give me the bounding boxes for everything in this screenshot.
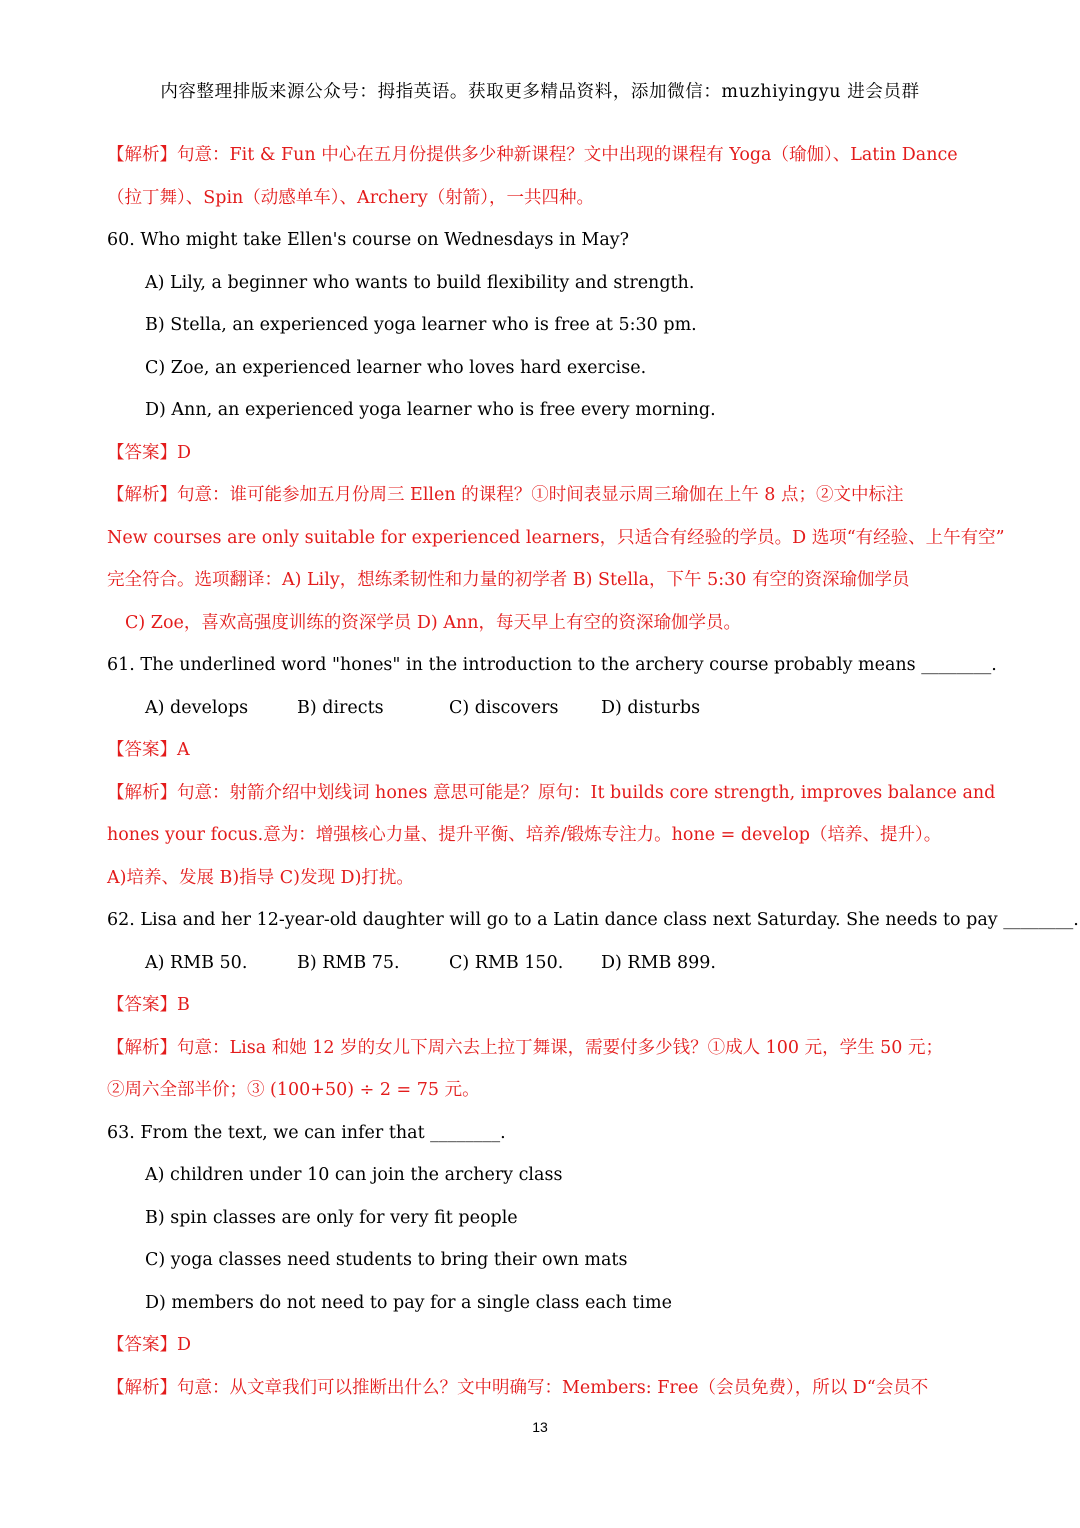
options-row-62 xyxy=(107,942,977,985)
option-c: C) RMB 150. xyxy=(449,952,564,973)
option-a: A) Lily, a beginner who wants to build flexibility and strength. xyxy=(145,272,695,293)
analysis-line: （拉丁舞）、Spin（动感单车）、Archery（射箭），一共四种。 xyxy=(107,187,594,208)
question-60: 60. Who might take Ellen's course on Wednesdays in May? xyxy=(107,230,630,250)
analysis-line: C) Zoe，喜欢高强度训练的资深学员 D) Ann，每天早上有空的资深瑜伽学员。 xyxy=(125,612,741,633)
option-b: B) directs xyxy=(297,697,384,718)
analysis-line: A)培养、发展 B)指导 C)发现 D)打扰。 xyxy=(107,867,414,888)
analysis-line: 【解析】句意：射箭介绍中划线词 hones 意思可能是？原句：It builds core strength, improves balance and xyxy=(107,782,996,803)
option-d: D) disturbs xyxy=(601,697,701,718)
analysis-line: 【解析】句意：谁可能参加五月份周三 Ellen 的课程？①时间表显示周三瑜伽在上午 8 点；②文中标注 xyxy=(107,485,904,505)
option-d: D) Ann, an experienced yoga learner who is free every morning. xyxy=(145,400,716,420)
question-61: 61. The underlined word "hones" in the introduction to the archery course probably means ________. xyxy=(107,655,997,675)
analysis-line: ②周六全部半价；③ (100+50) ÷ 2 = 75 元。 xyxy=(107,1080,480,1100)
option-b: B) RMB 75. xyxy=(297,952,400,973)
answer-63: 【答案】D xyxy=(107,1335,192,1355)
option-a: A) develops xyxy=(145,697,249,718)
options-row-61 xyxy=(107,687,977,730)
option-a: A) children under 10 can join the archery class xyxy=(145,1165,563,1185)
option-d: D) members do not need to pay for a single class each time xyxy=(145,1292,672,1313)
answer-61: 【答案】A xyxy=(107,740,190,760)
answer-62: 【答案】B xyxy=(107,995,190,1015)
option-d: D) RMB 899. xyxy=(601,952,716,973)
question-62: 62. Lisa and her 12-year-old daughter will go to a Latin dance class next Saturday. She needs to pay ________. xyxy=(107,910,1079,930)
option-c: C) discovers xyxy=(449,697,559,718)
analysis-line: 完全符合。选项翻译：A) Lily，想练柔韧性和力量的初学者 B) Stella，下午 5:30 有空的资深瑜伽学员 xyxy=(107,570,910,590)
option-b: B) spin classes are only for very fit people xyxy=(145,1207,518,1228)
analysis-line: 【解析】句意：Fit & Fun 中心在五月份提供多少种新课程？文中出现的课程有 Yoga（瑜伽）、Latin Dance xyxy=(107,145,958,165)
option-c: C) Zoe, an experienced learner who loves hard exercise. xyxy=(145,357,647,378)
option-b: B) Stella, an experienced yoga learner who is free at 5:30 pm. xyxy=(145,315,697,335)
answer-60: 【答案】D xyxy=(107,442,192,463)
analysis-line: 【解析】句意：从文章我们可以推断出什么？文中明确写：Members: Free（会员免费），所以 D“会员不 xyxy=(107,1377,929,1398)
page-number: 13 xyxy=(532,1419,548,1435)
page-header: 内容整理排版来源公众号：拇指英语。获取更多精品资料，添加微信：muzhiyingyu 进会员群 xyxy=(160,82,920,102)
document-body xyxy=(107,134,1079,1409)
analysis-line: hones your focus.意为：增强核心力量、提升平衡、培养/锻炼专注力。hone = develop（培养、提升）。 xyxy=(107,825,942,845)
option-a: A) RMB 50. xyxy=(145,952,248,973)
option-c: C) yoga classes need students to bring their own mats xyxy=(145,1250,628,1270)
analysis-line: 【解析】句意：Lisa 和她 12 岁的女儿下周六去上拉丁舞课，需要付多少钱？①成人 100 元，学生 50 元； xyxy=(107,1037,944,1058)
analysis-line: New courses are only suitable for experienced learners，只适合有经验的学员。D 选项“有经验、上午有空” xyxy=(107,527,1005,548)
question-63: 63. From the text, we can infer that ________. xyxy=(107,1122,506,1143)
